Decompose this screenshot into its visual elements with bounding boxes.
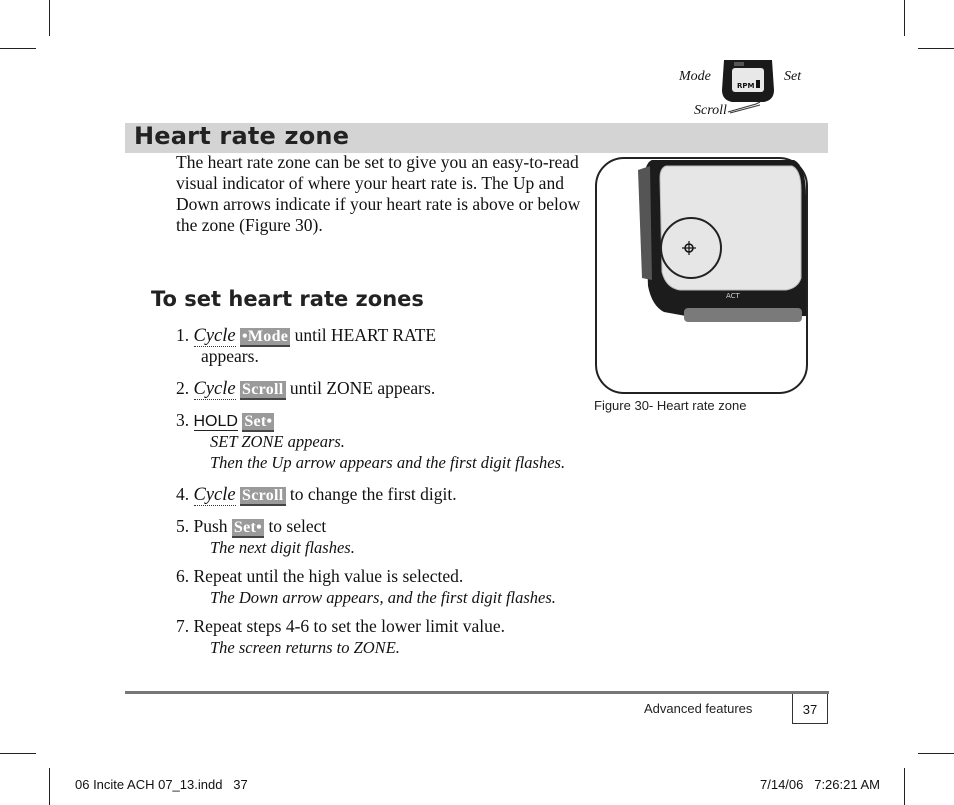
- footer-section-name: Advanced features: [644, 701, 753, 716]
- crop-mark: [918, 753, 954, 754]
- step-verb: Cycle: [193, 326, 236, 346]
- step-number: 3.: [176, 410, 190, 430]
- step-verb: HOLD: [193, 413, 238, 430]
- set-label: Set: [784, 69, 802, 84]
- step-2: [176, 378, 435, 400]
- crop-mark: [49, 768, 50, 805]
- step-3-note: SET ZONE appears.: [210, 432, 345, 451]
- crop-mark: [0, 753, 36, 754]
- step-text: to change the first digit.: [289, 484, 457, 504]
- step-text: until ZONE appears.: [289, 378, 436, 398]
- figure-30-illustration: [594, 156, 810, 396]
- step-number: 5.: [176, 516, 190, 536]
- mode-label: Mode: [679, 69, 711, 84]
- step-4: [176, 484, 457, 506]
- step-number: 6.: [176, 566, 190, 586]
- step-number: 7.: [176, 616, 190, 636]
- step-6: [176, 566, 463, 587]
- step-verb: Push: [193, 516, 228, 536]
- page-number: 37: [792, 694, 828, 724]
- scroll-key-badge: Scroll: [242, 487, 284, 504]
- crop-mark: [904, 0, 905, 36]
- device-thumbnail-icon: [718, 60, 778, 118]
- step-1: [176, 325, 436, 347]
- step-3: [176, 410, 274, 432]
- crop-mark: [0, 48, 36, 49]
- section-title: Heart rate zone: [134, 122, 350, 150]
- step-text: Repeat until the high value is selected.: [193, 566, 464, 586]
- slug-filename: 06 Incite ACH 07_13.indd 37: [75, 777, 248, 792]
- step-5: [176, 516, 326, 538]
- step-verb: Cycle: [193, 485, 236, 505]
- step-number: 4.: [176, 484, 190, 504]
- step-5-note: The next digit flashes.: [210, 538, 355, 557]
- step-text: Repeat steps 4-6 to set the lower limit value.: [193, 616, 506, 636]
- crop-mark: [918, 48, 954, 49]
- figure-caption: Figure 30- Heart rate zone: [594, 398, 747, 413]
- scroll-label: Scroll: [694, 103, 727, 118]
- intro-paragraph: The heart rate zone can be set to give you an easy-to-read visual indicator of where your heart rate is. The Up and Down arrows indicate if your heart rate is above or below the zone (Figure 30).: [176, 152, 581, 235]
- step-text: until HEART RATE: [294, 325, 437, 345]
- step-1-continuation: appears.: [201, 346, 259, 366]
- device-screen-text: RPM: [737, 82, 755, 90]
- crop-mark: [904, 768, 905, 805]
- scroll-key-badge: Scroll: [242, 381, 284, 398]
- step-number: 1.: [176, 325, 190, 345]
- crop-mark: [49, 0, 50, 36]
- step-3-note: Then the Up arrow appears and the first digit flashes.: [210, 453, 566, 472]
- step-text: to select: [268, 516, 327, 536]
- mode-key-badge: •Mode: [242, 328, 289, 345]
- figure-brand-text: ACT: [726, 292, 740, 300]
- set-key-badge: Set•: [233, 519, 263, 536]
- step-verb: Cycle: [193, 379, 236, 399]
- step-number: 2.: [176, 378, 190, 398]
- footer-rule: [125, 691, 829, 694]
- set-key-badge: Set•: [244, 413, 273, 430]
- step-7: [176, 616, 505, 637]
- step-6-note: The Down arrow appears, and the first digit flashes.: [210, 588, 556, 607]
- step-7-note: The screen returns to ZONE.: [210, 638, 400, 657]
- procedure-title: To set heart rate zones: [151, 287, 424, 311]
- slug-timestamp: 7/14/06 7:26:21 AM: [760, 777, 880, 792]
